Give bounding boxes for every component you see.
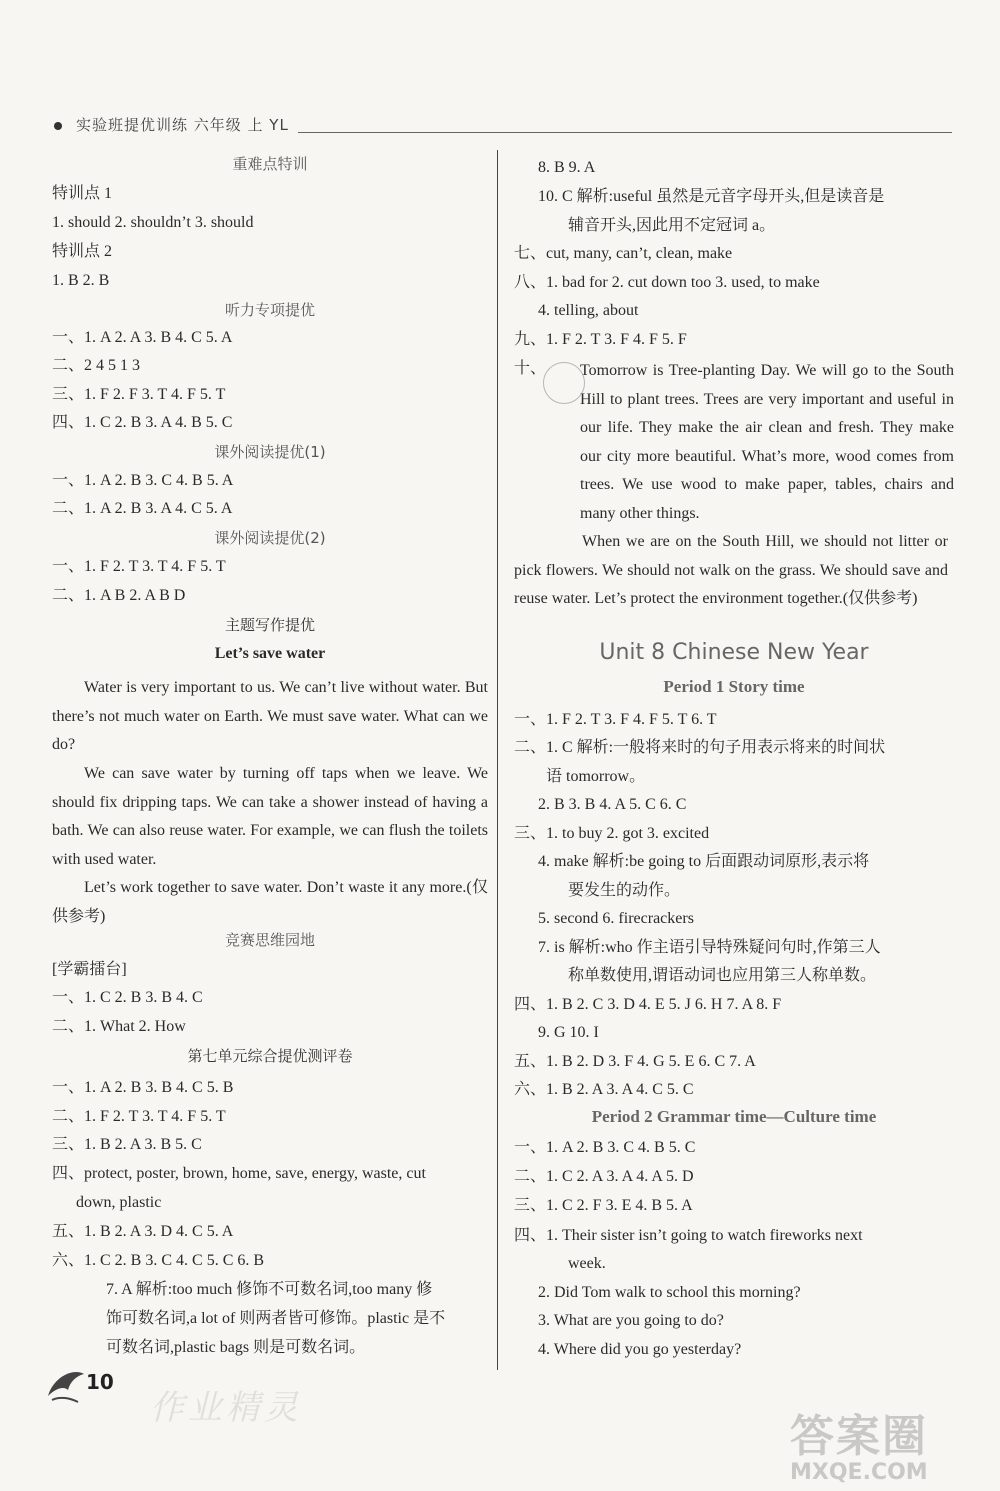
bullet-icon xyxy=(54,122,62,130)
page-footer xyxy=(44,1358,124,1418)
essay-paragraph: We can save water by turning off taps when we leave. We should fix dripping taps. We can take a shower instead of having a bath. We can also reuse water. For example, we can flush the toilets with used water. xyxy=(52,765,488,868)
section-heading: 课外阅读提优(1) xyxy=(214,443,326,461)
essay-paragraph: Tomorrow is Tree-planting Day. We will go to the South Hill to plant trees. Trees are very important and useful in our life. They make the air clean and fresh. They make our city more beautiful. What’s more, wood comes from trees. We use wood to make paper, tables, chairs and many other things. xyxy=(580,362,954,522)
section-heading: 第七单元综合提优测评卷 xyxy=(187,1047,353,1065)
answer-line: 4. make 解析:be going to 后面跟动词原形,表示将 xyxy=(538,853,870,870)
period-title: Period 1 Story time xyxy=(663,677,805,696)
answer-line: 1. B 2. B xyxy=(52,272,110,289)
section-heading: 主题写作提优 xyxy=(224,616,315,634)
answer-line: 5. second 6. firecrackers xyxy=(538,910,694,927)
unit-title: Unit 8 Chinese New Year xyxy=(599,640,869,665)
answer-line: 二、1. A B 2. A B D xyxy=(52,587,186,604)
answer-line: 可数名词,plastic bags 则是可数名词。 xyxy=(106,1339,366,1356)
answer-line: 10. C 解析:useful 虽然是元音字母开头,但是读音是 xyxy=(538,188,885,205)
answer-line: 一、1. A 2. B 3. C 4. B 5. A xyxy=(52,472,234,489)
answer-line: 三、1. B 2. A 3. B 5. C xyxy=(52,1136,202,1153)
answer-line: 要发生的动作。 xyxy=(568,882,681,899)
book-title: 实验班提优训练 六年级 上 YL xyxy=(76,116,289,134)
page-header xyxy=(50,112,952,142)
dolphin-icon xyxy=(44,1362,88,1406)
answer-line: 2. B 3. B 4. A 5. C 6. C xyxy=(538,796,687,813)
answer-line: 四、protect, poster, brown, home, save, energy, waste, cut xyxy=(52,1165,426,1182)
answer-line: 3. What are you going to do? xyxy=(538,1312,724,1329)
answer-line: 三、1. to buy 2. got 3. excited xyxy=(514,825,710,842)
answer-line: 辅音开头,因此用不定冠词 a。 xyxy=(568,217,776,234)
watermark-logo xyxy=(790,1400,980,1490)
section-heading: 竞赛思维园地 xyxy=(224,931,315,949)
answer-line: 三、1. C 2. F 3. E 4. B 5. A xyxy=(514,1197,693,1214)
answer-line: 一、1. A 2. A 3. B 4. C 5. A xyxy=(52,329,233,346)
essay-title: Let’s save water xyxy=(214,645,326,662)
answer-line: 九、1. F 2. T 3. F 4. F 5. F xyxy=(514,331,687,348)
answer-line: 特训点 1 xyxy=(52,185,113,202)
answer-line: 1. should 2. shouldn’t 3. should xyxy=(52,214,254,231)
answer-line: 7. is 解析:who 作主语引导特殊疑问句时,作第三人 xyxy=(538,939,881,956)
answer-line: 语 tomorrow。 xyxy=(546,768,646,785)
answer-line: 八、1. bad for 2. cut down too 3. used, to make xyxy=(514,274,820,291)
column-divider xyxy=(497,150,498,1370)
answer-line: 六、1. C 2. B 3. C 4. C 5. C 6. B xyxy=(52,1252,265,1269)
watermark-title: 答案圈 xyxy=(790,1411,928,1462)
section-heading: 课外阅读提优(2) xyxy=(214,529,326,547)
answer-line: 二、2 4 5 1 3 xyxy=(52,357,141,374)
essay-paragraph: When we are on the South Hill, we should not litter or pick flowers. We should not walk on the grass. We should save and reuse water. Let’s protect the environment together.(仅供参考) xyxy=(514,533,948,608)
answer-line: down, plastic xyxy=(76,1194,162,1211)
answer-line: 2. Did Tom walk to school this morning? xyxy=(538,1284,801,1301)
answer-line: 9. G 10. I xyxy=(538,1024,599,1041)
answer-line: 饰可数名词,a lot of 则两者皆可修饰。plastic 是不 xyxy=(106,1310,446,1327)
answer-line: 三、1. F 2. F 3. T 4. F 5. T xyxy=(52,386,226,403)
answer-line: 一、1. F 2. T 3. T 4. F 5. T xyxy=(52,558,226,575)
answer-line: 七、cut, many, can’t, clean, make xyxy=(514,245,733,262)
answer-line: 一、1. A 2. B 3. B 4. C 5. B xyxy=(52,1079,234,1096)
answer-line: 二、1. C 解析:一般将来时的句子用表示将来的时间状 xyxy=(514,739,886,756)
answer-line: 4. Where did you go yesterday? xyxy=(538,1341,742,1358)
essay-paragraph: Let’s work together to save water. Don’t waste it any more.(仅供参考) xyxy=(52,879,488,925)
answer-line: 四、1. C 2. B 3. A 4. B 5. C xyxy=(52,414,233,431)
answer-line: [学霸擂台] xyxy=(52,961,127,978)
watermark-brush-text: 作业精灵 xyxy=(150,1388,302,1428)
answer-line: 特训点 2 xyxy=(52,243,113,260)
period-title: Period 2 Grammar time—Culture time xyxy=(591,1107,877,1126)
answer-line: 六、1. B 2. A 3. A 4. C 5. C xyxy=(514,1081,694,1098)
answer-line: 8. B 9. A xyxy=(538,159,596,176)
section-heading: 听力专项提优 xyxy=(224,301,315,319)
header-rule xyxy=(298,132,952,133)
answer-line: 二、1. A 2. B 3. A 4. C 5. A xyxy=(52,500,233,517)
stamp-seal xyxy=(543,362,585,404)
answer-line: 一、1. F 2. T 3. F 4. F 5. T 6. T xyxy=(514,711,717,728)
answer-line: 二、1. C 2. A 3. A 4. A 5. D xyxy=(514,1168,694,1185)
answer-line: 一、1. C 2. B 3. B 4. C xyxy=(52,989,203,1006)
section-heading: 重难点特训 xyxy=(232,155,308,173)
answer-line: 4. telling, about xyxy=(538,302,639,319)
answer-line: 五、1. B 2. D 3. F 4. G 5. E 6. C 7. A xyxy=(514,1053,756,1070)
answer-line: 四、1. Their sister isn’t going to watch fireworks next xyxy=(514,1227,863,1244)
essay-paragraph: Water is very important to us. We can’t live without water. But there’s not much water on Earth. We must save water. What can we do? xyxy=(52,679,488,754)
page-number: 10 xyxy=(86,1370,114,1394)
answer-line: 五、1. B 2. A 3. D 4. C 5. A xyxy=(52,1223,234,1240)
answer-line: 十、 xyxy=(514,360,547,377)
answer-line: 称单数使用,谓语动词也应用第三人称单数。 xyxy=(568,967,877,984)
watermark-url: MXQE.COM xyxy=(790,1460,928,1485)
answer-line: 7. A 解析:too much 修饰不可数名词,too many 修 xyxy=(106,1281,433,1298)
answer-line: 一、1. A 2. B 3. C 4. B 5. C xyxy=(514,1139,696,1156)
answer-line: 四、1. B 2. C 3. D 4. E 5. J 6. H 7. A 8. F xyxy=(514,996,782,1013)
answer-line: 二、1. What 2. How xyxy=(52,1018,186,1035)
answer-line: 二、1. F 2. T 3. T 4. F 5. T xyxy=(52,1108,226,1125)
answer-line: week. xyxy=(568,1255,606,1272)
